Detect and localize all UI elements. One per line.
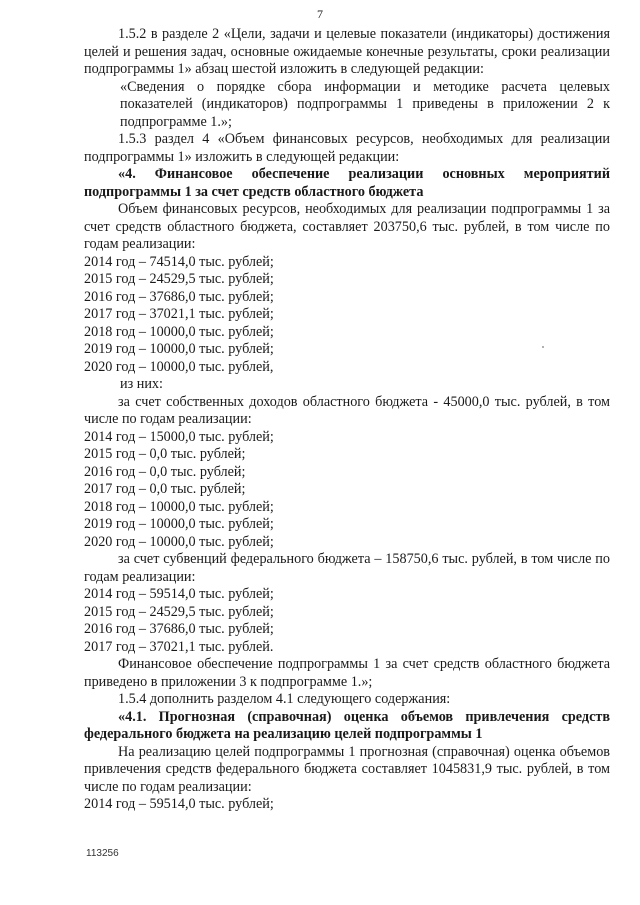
year-line: 2017 год – 37021,1 тыс. рублей.	[84, 638, 274, 655]
year-line: 2018 год – 10000,0 тыс. рублей;	[84, 498, 274, 515]
paragraph-1-5-2: 1.5.2 в разделе 2 «Цели, задачи и целевые показатели (индикаторы) достижения целей и решения задач, основные ожидаемые конечные результаты, сроки реализации подпрограммы 1» абзац шестой изложить в следующей редакции:	[84, 26, 610, 77]
own-income-paragraph: за счет собственных доходов областного бюджета - 45000,0 тыс. рублей, в том числе по годам реализации:	[84, 393, 610, 427]
year-line: 2017 год – 0,0 тыс. рублей;	[84, 481, 246, 497]
page-number: 7	[317, 7, 323, 21]
section-4-1-heading-text: «4.1. Прогнозная (справочная) оценка объемов привлечения средств федерального бюджета на реализацию целей подпрограммы 1	[84, 708, 610, 742]
year-line: 2019 год – 10000,0 тыс. рублей;	[84, 341, 274, 357]
subvention-years-list	[84, 586, 610, 656]
paragraph-1-5-2-quote: «Сведения о порядке сбора информации и методике расчета целевых показателей (индикаторов) подпрограммы 1 приведены в приложении 2 к подпрограмме 1.»;	[120, 78, 610, 130]
forecast-paragraph: На реализацию целей подпрограммы 1 прогнозная (справочная) оценка объемов привлечения средств федерального бюджета составляет 1045831,9 тыс. рублей, в том числе по годам реализации:	[84, 743, 610, 795]
of-them-label: из них:	[120, 376, 163, 392]
year-line: 2020 год – 10000,0 тыс. рублей,	[84, 358, 274, 375]
paragraph-1-5-4: 1.5.4 дополнить разделом 4.1 следующего содержания:	[118, 691, 451, 707]
year-line: 2014 год – 59514,0 тыс. рублей;	[84, 586, 274, 602]
year-line: 2017 год – 37021,1 тыс. рублей;	[84, 306, 274, 322]
section-4-heading-text: «4. Финансовое обеспечение реализации основных мероприятий подпрограммы 1 за счет средств областного бюджета	[84, 166, 610, 200]
volume-paragraph: Объем финансовых ресурсов, необходимых для реализации подпрограммы 1 за счет средств областного бюджета, составляет 203750,6 тыс. рублей, в том числе по годам реализации:	[84, 201, 610, 252]
appendix-paragraph: Финансовое обеспечение подпрограммы 1 за счет средств областного бюджета приведено в приложении 3 к подпрограмме 1.»;	[84, 656, 610, 690]
year-line: 2014 год – 74514,0 тыс. рублей;	[84, 253, 274, 270]
forecast-years-list	[84, 796, 610, 814]
year-line: 2016 год – 37686,0 тыс. рублей;	[84, 288, 274, 305]
year-line: 2014 год – 59514,0 тыс. рублей;	[84, 796, 274, 812]
document-body	[84, 26, 610, 814]
subvention-paragraph: за счет субвенций федерального бюджета – 158750,6 тыс. рублей, в том числе по годам реализации:	[84, 551, 610, 585]
year-line: 2016 год – 37686,0 тыс. рублей;	[84, 621, 274, 637]
year-line: 2014 год – 15000,0 тыс. рублей;	[84, 428, 274, 445]
year-line: 2015 год – 24529,5 тыс. рублей;	[84, 603, 274, 620]
section-4-heading	[84, 166, 610, 201]
year-line: 2020 год – 10000,0 тыс. рублей;	[84, 533, 274, 550]
own-years-list	[84, 429, 610, 552]
document-code: 113256	[86, 848, 119, 859]
paragraph-1-5-3: 1.5.3 раздел 4 «Объем финансовых ресурсов, необходимых для реализации подпрограммы 1» изложить в следующей редакции:	[84, 131, 610, 165]
year-line: 2015 год – 0,0 тыс. рублей;	[84, 446, 246, 462]
year-line: 2015 год – 24529,5 тыс. рублей;	[84, 271, 274, 287]
year-line: 2018 год – 10000,0 тыс. рублей;	[84, 323, 274, 340]
year-line: 2016 год – 0,0 тыс. рублей;	[84, 463, 246, 480]
scan-speck	[542, 346, 544, 348]
total-years-list	[84, 254, 610, 377]
year-line: 2019 год – 10000,0 тыс. рублей;	[84, 516, 274, 532]
section-4-1-heading	[84, 709, 610, 744]
